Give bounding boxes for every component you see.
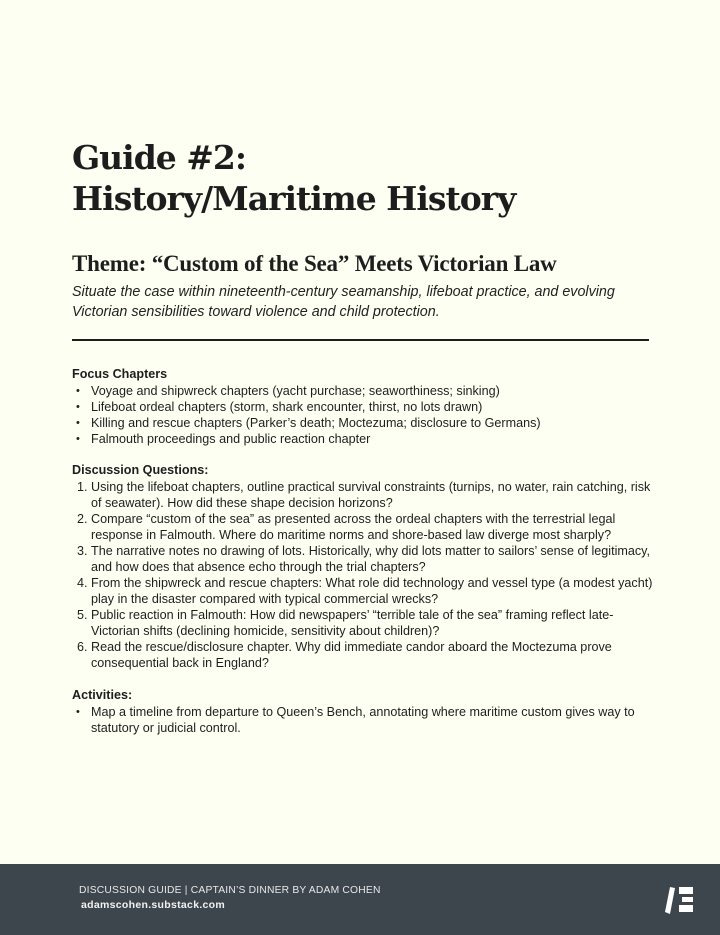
focus-chapters-list xyxy=(72,383,662,447)
list-item: • Map a timeline from departure to Queen’s Bench, annotating where maritime custom gives way to statutory or judicial control. xyxy=(72,704,662,736)
list-item xyxy=(72,575,662,607)
list-item xyxy=(72,479,662,511)
list-item xyxy=(72,639,662,671)
activities-heading: Activities: xyxy=(72,688,133,702)
theme-heading: Theme: “Custom of the Sea” Meets Victorian Law xyxy=(72,251,557,276)
item-number: 2. xyxy=(77,512,88,526)
item-text: Using the lifeboat chapters, outline practical survival constraints (turnips, no water, rain catching, risk of seawater). How did these shape decision horizons? xyxy=(91,480,651,510)
item-number: 6. xyxy=(77,640,88,654)
footer xyxy=(0,864,720,935)
activities-list xyxy=(72,704,662,736)
discussion-questions-list xyxy=(72,479,662,671)
list-item: • Voyage and shipwreck chapters (yacht purchase; seaworthiness; sinking) xyxy=(72,383,662,399)
item-text: Read the rescue/disclosure chapter. Why did immediate candor aboard the Moctezuma prove consequential back in England? xyxy=(91,640,612,670)
list-item: • Falmouth proceedings and public reaction chapter xyxy=(72,431,662,447)
focus-chapters-section xyxy=(72,366,662,447)
footer-website-link[interactable]: adamscohen.substack.com xyxy=(81,899,226,911)
divider xyxy=(72,339,649,341)
item-text: Public reaction in Falmouth: How did newspapers’ “terrible tale of the sea” framing reflect late-Victorian shifts (declining homicide, sensitivity about children)? xyxy=(91,608,614,638)
list-item: • Lifeboat ordeal chapters (storm, shark encounter, thirst, no lots drawn) xyxy=(72,399,662,415)
list-item: • Killing and rescue chapters (Parker’s death; Moctezuma; disclosure to Germans) xyxy=(72,415,662,431)
item-text: From the shipwreck and rescue chapters: What role did technology and vessel type (a modest yacht) play in the disaster compared with typical commercial wrecks? xyxy=(91,576,653,606)
discussion-questions-heading: Discussion Questions: xyxy=(72,463,209,477)
item-number: 1. xyxy=(77,480,88,494)
item-number: 5. xyxy=(77,608,88,622)
activities-section xyxy=(72,687,662,736)
title-line-1: Guide #2: xyxy=(72,138,247,177)
title-line-2: History/Maritime History xyxy=(72,179,516,218)
ae-logo-icon xyxy=(664,885,704,915)
focus-chapters-heading: Focus Chapters xyxy=(72,367,168,381)
list-item xyxy=(72,607,662,639)
item-text: The narrative notes no drawing of lots. Historically, why did lots matter to sailors’ sense of legitimacy, and how does that absence echo through the trial chapters? xyxy=(91,544,651,574)
item-text: Compare “custom of the sea” as presented across the ordeal chapters with the terrestrial legal response in Falmouth. Where do maritime norms and shore-based law diverge most sharply? xyxy=(91,512,616,542)
list-item xyxy=(72,543,662,575)
item-number: 3. xyxy=(77,544,88,558)
theme-description: Situate the case within nineteenth-century seamanship, lifeboat practice, and evolving Victorian sensibilities toward violence and child protection. xyxy=(72,284,615,320)
discussion-questions-section xyxy=(72,462,662,671)
list-item xyxy=(72,511,662,543)
page-title xyxy=(72,137,515,219)
item-number: 4. xyxy=(77,576,88,590)
footer-guide-label: DISCUSSION GUIDE | CAPTAIN’S DINNER BY ADAM COHEN xyxy=(79,885,381,896)
